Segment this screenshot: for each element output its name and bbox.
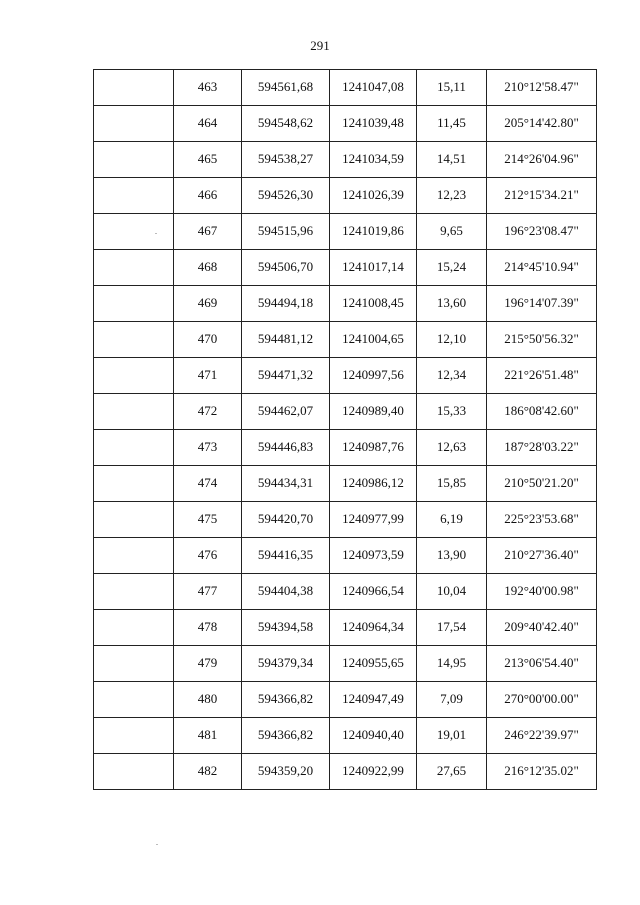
point-number: 464 [174, 106, 242, 142]
table-row [94, 502, 597, 538]
point-number: 475 [174, 502, 242, 538]
point-number: 477 [174, 574, 242, 610]
scan-speck [156, 844, 158, 845]
blank-cell [94, 466, 174, 502]
coordinate-y: 1240986,12 [330, 466, 417, 502]
blank-cell [94, 322, 174, 358]
segment-length: 19,01 [417, 718, 487, 754]
segment-length: 6,19 [417, 502, 487, 538]
coordinate-y: 1241047,08 [330, 70, 417, 106]
scan-speck [155, 233, 157, 234]
coordinate-x: 594366,82 [242, 718, 330, 754]
coordinate-y: 1240989,40 [330, 394, 417, 430]
coordinate-x: 594526,30 [242, 178, 330, 214]
table-row [94, 286, 597, 322]
direction-angle: 186°08'42.60" [487, 394, 597, 430]
segment-length: 12,23 [417, 178, 487, 214]
coordinate-x: 594359,20 [242, 754, 330, 790]
blank-cell [94, 646, 174, 682]
coordinate-y: 1241004,65 [330, 322, 417, 358]
coordinate-y: 1240940,40 [330, 718, 417, 754]
blank-cell [94, 106, 174, 142]
segment-length: 15,24 [417, 250, 487, 286]
direction-angle: 214°26'04.96" [487, 142, 597, 178]
direction-angle: 214°45'10.94" [487, 250, 597, 286]
segment-length: 27,65 [417, 754, 487, 790]
point-number: 479 [174, 646, 242, 682]
blank-cell [94, 754, 174, 790]
coordinate-x: 594538,27 [242, 142, 330, 178]
table-row [94, 646, 597, 682]
table-row [94, 610, 597, 646]
point-number: 474 [174, 466, 242, 502]
coordinate-y: 1240977,99 [330, 502, 417, 538]
point-number: 480 [174, 682, 242, 718]
point-number: 473 [174, 430, 242, 466]
table-row [94, 682, 597, 718]
coordinates-table [93, 69, 597, 790]
coordinate-y: 1240987,76 [330, 430, 417, 466]
coordinate-y: 1241017,14 [330, 250, 417, 286]
coordinate-x: 594471,32 [242, 358, 330, 394]
table-row [94, 466, 597, 502]
table-row [94, 250, 597, 286]
table-row [94, 70, 597, 106]
table-row [94, 358, 597, 394]
blank-cell [94, 178, 174, 214]
blank-cell [94, 682, 174, 718]
coordinate-x: 594366,82 [242, 682, 330, 718]
table-row [94, 214, 597, 250]
coordinate-y: 1240997,56 [330, 358, 417, 394]
segment-length: 9,65 [417, 214, 487, 250]
coordinate-x: 594446,83 [242, 430, 330, 466]
point-number: 482 [174, 754, 242, 790]
coordinate-y: 1241034,59 [330, 142, 417, 178]
blank-cell [94, 502, 174, 538]
coordinate-x: 594561,68 [242, 70, 330, 106]
coordinate-y: 1241039,48 [330, 106, 417, 142]
blank-cell [94, 286, 174, 322]
segment-length: 13,90 [417, 538, 487, 574]
table-row [94, 754, 597, 790]
direction-angle: 210°27'36.40" [487, 538, 597, 574]
point-number: 481 [174, 718, 242, 754]
direction-angle: 270°00'00.00" [487, 682, 597, 718]
blank-cell [94, 142, 174, 178]
direction-angle: 196°14'07.39" [487, 286, 597, 322]
segment-length: 7,09 [417, 682, 487, 718]
table-row [94, 538, 597, 574]
coordinate-x: 594394,58 [242, 610, 330, 646]
direction-angle: 246°22'39.97" [487, 718, 597, 754]
coordinate-x: 594462,07 [242, 394, 330, 430]
table-row [94, 394, 597, 430]
table-row [94, 574, 597, 610]
coordinate-y: 1241008,45 [330, 286, 417, 322]
direction-angle: 215°50'56.32" [487, 322, 597, 358]
blank-cell [94, 214, 174, 250]
table-row [94, 106, 597, 142]
segment-length: 11,45 [417, 106, 487, 142]
coordinate-x: 594379,34 [242, 646, 330, 682]
blank-cell [94, 574, 174, 610]
blank-cell [94, 70, 174, 106]
point-number: 467 [174, 214, 242, 250]
direction-angle: 196°23'08.47" [487, 214, 597, 250]
direction-angle: 192°40'00.98" [487, 574, 597, 610]
direction-angle: 225°23'53.68" [487, 502, 597, 538]
coordinate-x: 594481,12 [242, 322, 330, 358]
table-row [94, 430, 597, 466]
blank-cell [94, 538, 174, 574]
segment-length: 14,95 [417, 646, 487, 682]
direction-angle: 210°50'21.20" [487, 466, 597, 502]
table-row [94, 142, 597, 178]
page-number: 291 [310, 38, 330, 53]
coordinate-x: 594404,38 [242, 574, 330, 610]
point-number: 463 [174, 70, 242, 106]
point-number: 469 [174, 286, 242, 322]
segment-length: 12,34 [417, 358, 487, 394]
direction-angle: 210°12'58.47" [487, 70, 597, 106]
coordinate-x: 594434,31 [242, 466, 330, 502]
segment-length: 13,60 [417, 286, 487, 322]
table-row [94, 322, 597, 358]
blank-cell [94, 718, 174, 754]
point-number: 472 [174, 394, 242, 430]
coordinate-x: 594420,70 [242, 502, 330, 538]
direction-angle: 213°06'54.40" [487, 646, 597, 682]
point-number: 478 [174, 610, 242, 646]
direction-angle: 212°15'34.21" [487, 178, 597, 214]
coordinate-y: 1240964,34 [330, 610, 417, 646]
point-number: 471 [174, 358, 242, 394]
coordinate-x: 594506,70 [242, 250, 330, 286]
coordinate-x: 594548,62 [242, 106, 330, 142]
segment-length: 12,63 [417, 430, 487, 466]
blank-cell [94, 430, 174, 466]
direction-angle: 221°26'51.48" [487, 358, 597, 394]
coordinate-x: 594416,35 [242, 538, 330, 574]
segment-length: 10,04 [417, 574, 487, 610]
segment-length: 15,11 [417, 70, 487, 106]
coordinate-y: 1240947,49 [330, 682, 417, 718]
table-row [94, 178, 597, 214]
segment-length: 14,51 [417, 142, 487, 178]
coordinate-y: 1241019,86 [330, 214, 417, 250]
point-number: 470 [174, 322, 242, 358]
point-number: 476 [174, 538, 242, 574]
segment-length: 12,10 [417, 322, 487, 358]
blank-cell [94, 394, 174, 430]
coordinate-x: 594515,96 [242, 214, 330, 250]
coordinate-y: 1241026,39 [330, 178, 417, 214]
direction-angle: 209°40'42.40" [487, 610, 597, 646]
direction-angle: 205°14'42.80" [487, 106, 597, 142]
coordinate-x: 594494,18 [242, 286, 330, 322]
segment-length: 15,33 [417, 394, 487, 430]
direction-angle: 216°12'35.02" [487, 754, 597, 790]
point-number: 465 [174, 142, 242, 178]
point-number: 466 [174, 178, 242, 214]
coordinates-table-body [94, 70, 597, 790]
coordinate-y: 1240955,65 [330, 646, 417, 682]
point-number: 468 [174, 250, 242, 286]
segment-length: 17,54 [417, 610, 487, 646]
table-row [94, 718, 597, 754]
coordinate-y: 1240973,59 [330, 538, 417, 574]
segment-length: 15,85 [417, 466, 487, 502]
blank-cell [94, 250, 174, 286]
blank-cell [94, 610, 174, 646]
blank-cell [94, 358, 174, 394]
coordinate-y: 1240922,99 [330, 754, 417, 790]
coordinate-y: 1240966,54 [330, 574, 417, 610]
direction-angle: 187°28'03.22" [487, 430, 597, 466]
